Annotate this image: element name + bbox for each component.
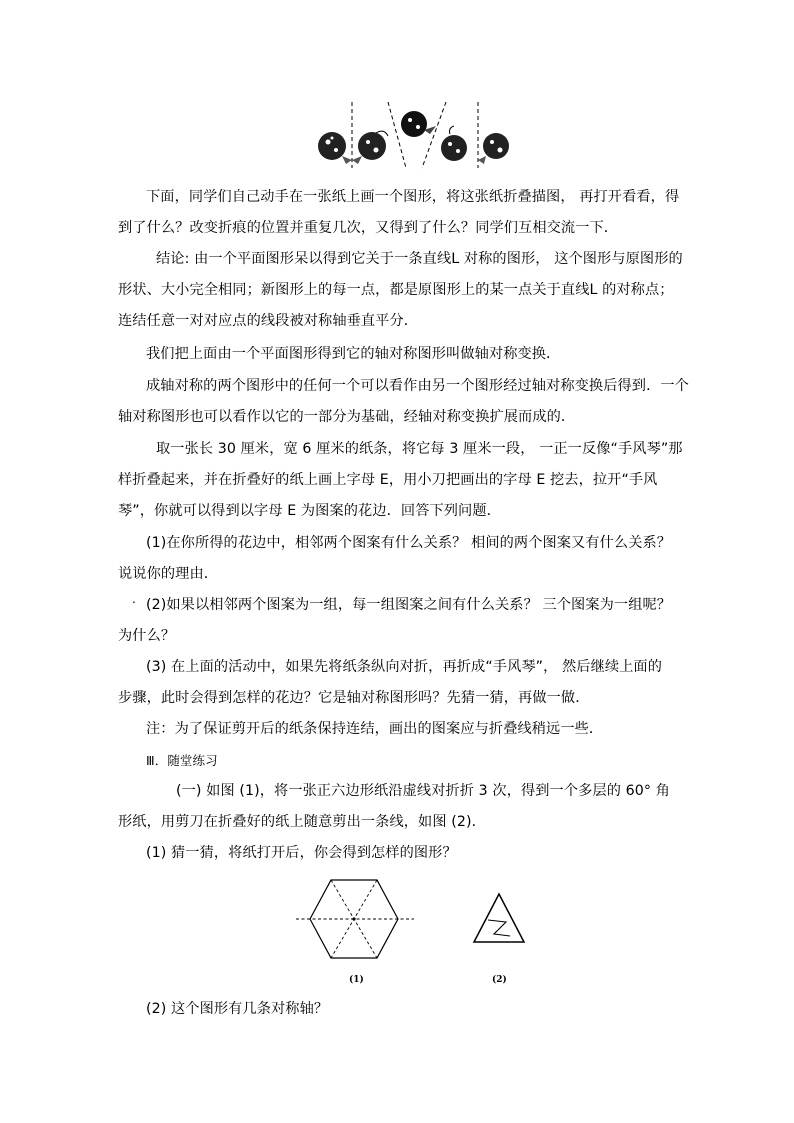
- para-1-line-1: 下面，同学们自己动手在一张纸上画一个图形，将这张纸折叠描图， 再打开看看，得: [146, 189, 680, 205]
- exercise-1-question-2: (2) 这个图形有几条对称轴？: [146, 1001, 329, 1017]
- note: 注：为了保证剪开后的纸条保持连结，画出的图案应与折叠线稍远一些．: [146, 721, 604, 737]
- para-5-line-1: 取一张长 30 厘米，宽 6 厘米的纸条，将它每 3 厘米一段， 一正一反像“手风琴”那: [156, 441, 683, 457]
- section-heading: Ⅲ．随堂练习: [146, 753, 218, 768]
- conclusion-line-1: 结论: 由一个平面图形呆以得到它关于一条直线L 对称的图形， 这个图形与原图形的: [156, 251, 683, 267]
- conclusion-line-3: 连结任意一对对应点的线段被对称轴垂直平分．: [118, 313, 419, 329]
- figure-1-label: (1): [349, 975, 364, 985]
- paper-cut-figures-icon: [310, 100, 510, 172]
- figure-hexagon: [296, 870, 416, 970]
- conclusion-line-2: 形状、大小完全相同；新图形上的每一点，都是原图形上的某一点关于直线L 的对称点；: [118, 282, 674, 298]
- paper-cut-illustration: [310, 100, 510, 172]
- para-5-line-2: 样折叠起来，并在折叠好的纸上画上字母 E，用小刀把画出的字母 E 挖去，拉开“手风: [118, 472, 658, 488]
- exercise-1-question-1: (1) 猜一猜，将纸打开后，你会得到怎样的图形？: [146, 845, 457, 861]
- figure-2-label: (2): [492, 975, 507, 985]
- exercise-1-line-2: 形纸，用剪刀在折叠好的纸上随意剪出一条线，如图 (2)．: [118, 814, 486, 830]
- question-3-line-1: (3) 在上面的活动中，如果先将纸条纵向对折，再折成“手风琴”， 然后继续上面的: [146, 659, 663, 675]
- para-4-line-2: 轴对称图形也可以看作以它的一部分为基础，经轴对称变换扩展而成的．: [118, 409, 576, 425]
- para-3: 我们把上面由一个平面图形得到它的轴对称图形叫做轴对称变换．: [146, 346, 561, 362]
- hexagon-figure-icon: [296, 870, 416, 970]
- figure-triangle: [468, 890, 530, 950]
- question-2-line-1: (2)如果以相邻两个图案为一组，每一组图案之间有什么关系？ 三个图案为一组呢？: [146, 597, 672, 613]
- question-1-line-2: 说说你的理由．: [118, 566, 219, 582]
- para-1-line-2: 到了什么？改变折痕的位置并重复几次，又得到了什么？同学们互相交流一下．: [118, 220, 619, 236]
- stray-dot: .: [132, 592, 136, 606]
- triangle-cut-figure-icon: [468, 890, 530, 950]
- para-4-line-1: 成轴对称的两个图形中的任何一个可以看作由另一个图形经过轴对称变换后得到．一个: [146, 378, 689, 394]
- question-2-line-2: 为什么？: [118, 628, 176, 644]
- question-3-line-2: 步骤，此时会得到怎样的花边？它是轴对称图形吗？先猜一猜，再做一做．: [118, 690, 590, 706]
- question-1-line-1: (1)在你所得的花边中，相邻两个图案有什么关系？ 相间的两个图案又有什么关系？: [146, 535, 672, 551]
- exercise-1-line-1: (一) 如图 (1)，将一张正六边形纸沿虚线对折折 3 次，得到一个多层的 60° 角: [176, 783, 670, 799]
- para-5-line-3: 琴”，你就可以得到以字母 E 为图案的花边．回答下列问题．: [118, 503, 501, 519]
